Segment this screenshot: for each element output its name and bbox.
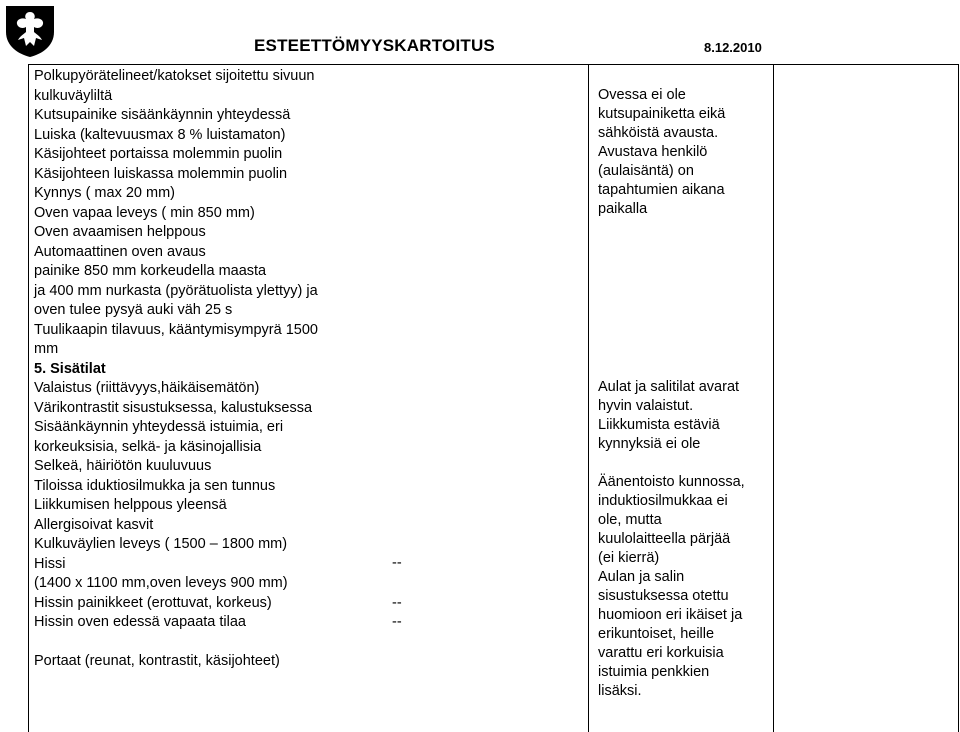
- note-line: kuulolaitteella pärjää: [598, 531, 731, 547]
- note-line: Aulat ja salitilat avarat: [598, 379, 740, 395]
- criteria-line: Selkeä, häiriötön kuuluvuus: [34, 458, 212, 474]
- note-line: Liikkumista estäviä: [598, 417, 720, 433]
- criteria-line: Liikkumisen helppous yleensä: [34, 497, 227, 513]
- note-line: hyvin valaistut.: [598, 398, 694, 414]
- criteria-line: Tuulikaapin tilavuus, kääntymisympyrä 1500: [34, 321, 318, 338]
- criteria-line: Hissi: [34, 555, 66, 572]
- note-line: Äänentoisto kunnossa,: [598, 474, 745, 490]
- note-line: Aulan ja salin: [598, 569, 685, 585]
- criteria-line: painike 850 mm korkeudella maasta: [34, 263, 267, 279]
- hissin-painikkeet-mark: --: [392, 595, 402, 611]
- note-line: istuimia penkkien: [598, 664, 710, 680]
- document-title: ESTEETTÖMYYSKARTOITUS: [254, 36, 495, 55]
- note-line: varattu eri korkuisia: [598, 645, 724, 661]
- table-column-divider: [588, 64, 589, 732]
- criteria-line: Valaistus (riittävyys,häikäisemätön): [34, 380, 260, 396]
- criteria-line: oven tulee pysyä auki väh 25 s: [34, 302, 233, 318]
- note-line: paikalla: [598, 201, 648, 217]
- note-line: ole, mutta: [598, 512, 662, 528]
- section-heading: 5. Sisätilat: [34, 360, 106, 377]
- table-border-top: [28, 64, 959, 65]
- criteria-line: Portaat (reunat, kontrastit, käsijohteet): [34, 653, 280, 669]
- criteria-line: Oven vapaa leveys ( min 850 mm): [34, 204, 255, 221]
- note-line: sisustuksessa otettu: [598, 588, 729, 604]
- criteria-line: Kulkuväylien leveys ( 1500 – 1800 mm): [34, 536, 288, 552]
- criteria-line: Hissin oven edessä vapaata tilaa: [34, 614, 246, 630]
- table-border-left: [28, 64, 29, 732]
- criteria-line: Käsijohteet portaissa molemmin puolin: [34, 146, 283, 162]
- note-line: [598, 454, 745, 473]
- criteria-line: Oven avaamisen helppous: [34, 224, 206, 240]
- document-date: 8.12.2010: [704, 40, 762, 55]
- coat-of-arms-logo: [2, 2, 58, 58]
- criteria-line: Luiska (kaltevuusmax 8 % luistamaton): [34, 126, 286, 143]
- criteria-column: [34, 67, 318, 672]
- note-line: Avustava henkilö: [598, 144, 708, 160]
- note-line: lisäksi.: [598, 683, 642, 699]
- criteria-line: Kutsupainike sisäänkäynnin yhteydessä: [34, 107, 291, 123]
- criteria-line: Sisäänkäynnin yhteydessä istuimia, eri: [34, 419, 284, 435]
- note-line: (ei kierrä): [598, 550, 660, 566]
- criteria-line: [34, 633, 318, 653]
- table-border-right: [958, 64, 959, 732]
- note-line: Ovessa ei ole: [598, 87, 686, 103]
- note-line: (aulaisäntä) on: [598, 163, 694, 179]
- criteria-line: (1400 x 1100 mm,oven leveys 900 mm): [34, 575, 288, 591]
- hissi-mark: --: [392, 555, 402, 571]
- note-line: sähköistä avausta.: [598, 125, 719, 141]
- note-line: kutsupainiketta eikä: [598, 106, 726, 122]
- notes-entrance: [598, 86, 725, 219]
- criteria-line: Hissin painikkeet (erottuvat, korkeus): [34, 594, 272, 611]
- criteria-line: Tiloissa iduktiosilmukka ja sen tunnus: [34, 477, 276, 494]
- criteria-line: Käsijohteen luiskassa molemmin puolin: [34, 165, 288, 182]
- criteria-line: Polkupyörätelineet/katokset sijoitettu sivuun: [34, 68, 315, 84]
- notes-interior: [598, 378, 745, 701]
- criteria-line: kulkuväyliltä: [34, 87, 113, 104]
- criteria-line: ja 400 mm nurkasta (pyörätuolista ylettyy) ja: [34, 282, 318, 299]
- criteria-line: mm: [34, 341, 59, 357]
- note-line: induktiosilmukkaa ei: [598, 493, 728, 509]
- note-line: tapahtumien aikana: [598, 182, 725, 198]
- criteria-line: Kynnys ( max 20 mm): [34, 185, 175, 201]
- criteria-line: Automaattinen oven avaus: [34, 243, 206, 260]
- criteria-line: korkeuksisia, selkä- ja käsinojallisia: [34, 438, 262, 455]
- table-column-divider: [773, 64, 774, 732]
- note-line: huomioon eri ikäiset ja: [598, 607, 743, 623]
- note-line: erikuntoiset, heille: [598, 626, 715, 642]
- note-line: kynnyksiä ei ole: [598, 436, 701, 452]
- criteria-line: Värikontrastit sisustuksessa, kalustuksessa: [34, 399, 313, 416]
- criteria-line: Allergisoivat kasvit: [34, 516, 154, 533]
- hissin-oven-mark: --: [392, 614, 402, 630]
